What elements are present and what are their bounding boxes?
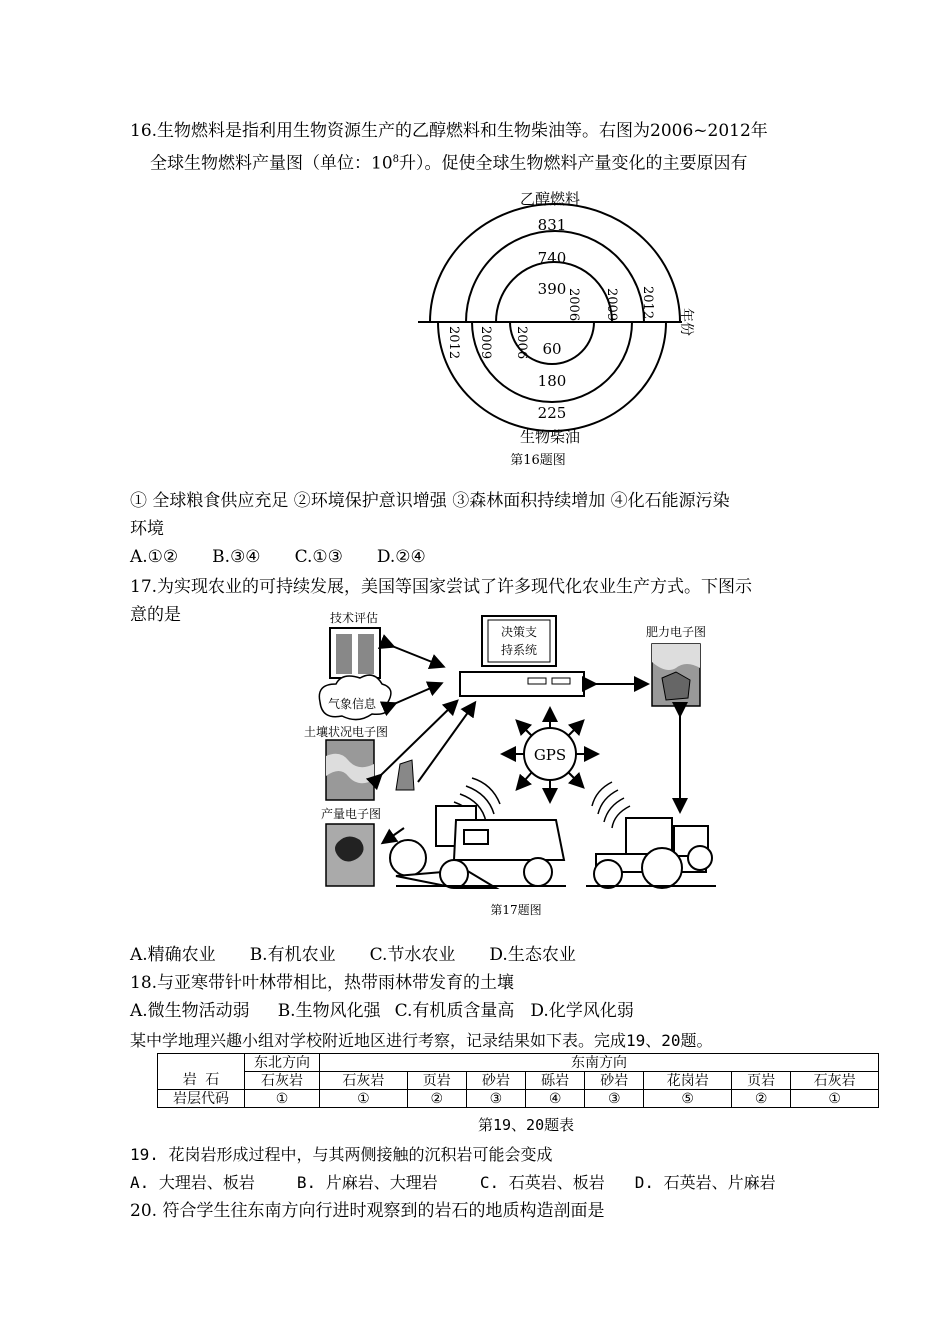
q18-options <box>130 1000 668 1022</box>
code-cell: ① <box>320 1090 408 1108</box>
q17-stem-line1: 17.为实现农业的可持续发展，美国等国家尝试了许多现代化农业生产方式。下图示 <box>130 577 753 597</box>
rock-cell: 石灰岩 <box>245 1072 320 1090</box>
code-cell: ③ <box>466 1090 525 1108</box>
q18-option-c[interactable]: C.有机质含量高 <box>394 1001 515 1021</box>
q16-figure-caption: 第16题图 <box>510 453 566 468</box>
table-row-codes <box>158 1090 879 1108</box>
q19-options <box>130 1172 810 1194</box>
fertility-map-label: 肥力电子图 <box>645 625 707 639</box>
q19-option-c[interactable]: C. 石英岩、板岩 <box>479 1173 605 1192</box>
code-cell: ① <box>245 1090 320 1108</box>
q16-unit-exponent: 8 <box>392 154 400 165</box>
q19-option-b[interactable]: B. 片麻岩、大理岩 <box>296 1173 438 1192</box>
biodiesel-value-2006: 60 <box>542 340 562 358</box>
code-cell: ② <box>407 1090 466 1108</box>
biodiesel-value-2012: 225 <box>537 404 567 422</box>
rock-survey-table <box>157 1053 879 1108</box>
rock-cell: 页岩 <box>732 1072 791 1090</box>
q16-stem-part-a: 全球生物燃料产量图（单位：10 <box>150 153 393 174</box>
q17-option-c[interactable]: C.节水农业 <box>369 945 456 965</box>
ethanol-value-2006: 390 <box>537 280 567 298</box>
rock-cell: 砂岩 <box>466 1072 525 1090</box>
q19-option-a[interactable]: A. 大理岩、板岩 <box>130 1173 255 1192</box>
q16-choices-line2: 环境 <box>130 519 164 539</box>
q20-stem: 20. 符合学生往东南方向行进时观察到的岩石的地质构造剖面是 <box>130 1201 605 1221</box>
q18-stem: 18.与亚寒带针叶林带相比，热带雨林带发育的土壤 <box>130 973 515 993</box>
southeast-header: 东南方向 <box>320 1054 879 1072</box>
q16-option-a[interactable]: A.①② <box>130 547 179 567</box>
rock-cell: 砾岩 <box>526 1072 585 1090</box>
northeast-header: 东北方向 <box>245 1054 320 1072</box>
ethanol-value-2012: 831 <box>537 216 567 234</box>
chart-bottom-label: 生物柴油 <box>519 428 581 446</box>
q16-stem-line2 <box>150 149 748 175</box>
fertility-map-icon <box>652 644 700 706</box>
soil-map-icon <box>326 740 374 800</box>
q16-options <box>130 546 460 568</box>
q17-option-a[interactable]: A.精确农业 <box>130 945 216 965</box>
q16-choices-line1: ① 全球粮食供应充足 ②环境保护意识增强 ③森林面积持续增加 ④化石能源污染 <box>130 491 730 511</box>
year-label-lower-2009: 2009 <box>478 326 493 360</box>
sensor-probe-icon <box>396 760 414 790</box>
soil-map-label: 土壤状况电子图 <box>303 725 389 739</box>
year-label-upper-2012: 2012 <box>640 286 655 320</box>
biodiesel-value-2009: 180 <box>537 372 567 390</box>
chart-top-label: 乙醇燃料 <box>519 190 581 208</box>
table-row-rocks <box>158 1072 879 1090</box>
rock-cell: 石灰岩 <box>791 1072 879 1090</box>
q18-option-b[interactable]: B.生物风化强 <box>277 1001 381 1021</box>
q17-option-d[interactable]: D.生态农业 <box>489 945 576 965</box>
decision-support-label-1: 决策支 <box>500 625 538 639</box>
tech-eval-label: 技术评估 <box>329 611 379 625</box>
rock-row-label: 岩 石 <box>158 1072 245 1090</box>
yield-map-icon <box>326 824 374 886</box>
table-corner-cell <box>158 1054 245 1072</box>
q16-option-b[interactable]: B.③④ <box>212 547 261 567</box>
chart-axis-label: 年份 <box>678 308 694 336</box>
decision-support-label-2: 持系统 <box>500 643 538 657</box>
year-label-lower-2006: 2006 <box>514 326 529 360</box>
yield-map-label: 产量电子图 <box>320 807 382 821</box>
q16-option-c[interactable]: C.①③ <box>294 547 343 567</box>
q16-stem-line1: 16.生物燃料是指利用生物资源生产的乙醇燃料和生物柴油等。右图为2006~2012年 <box>130 121 768 141</box>
q17-stem-line2: 意的是 <box>130 605 181 625</box>
q19-option-d[interactable]: D. 石英岩、片麻岩 <box>634 1173 776 1192</box>
year-label-upper-2009: 2009 <box>604 288 619 322</box>
tech-eval-icon <box>330 628 380 678</box>
biodiesel-2009-arc <box>472 322 632 402</box>
q16-biofuel-chart <box>410 186 710 470</box>
year-label-lower-2012: 2012 <box>446 326 461 360</box>
gps-label: GPS <box>533 746 567 764</box>
ethanol-value-2009: 740 <box>537 249 567 267</box>
code-cell: ① <box>791 1090 879 1108</box>
code-cell: ⑤ <box>644 1090 732 1108</box>
weather-info-label: 气象信息 <box>327 697 377 711</box>
combine-harvester-icon <box>390 806 566 888</box>
code-cell: ② <box>732 1090 791 1108</box>
code-row-label: 岩层代码 <box>158 1090 245 1108</box>
table-caption: 第19、20题表 <box>478 1116 575 1134</box>
tractor-icon <box>586 818 716 888</box>
q19-stem: 19. 花岗岩形成过程中，与其两侧接触的沉积岩可能会变成 <box>130 1145 553 1164</box>
q17-option-b[interactable]: B.有机农业 <box>249 945 336 965</box>
q18-option-d[interactable]: D.化学风化弱 <box>530 1001 634 1021</box>
rock-cell: 页岩 <box>407 1072 466 1090</box>
year-label-upper-2006: 2006 <box>566 288 581 322</box>
rock-cell: 花岗岩 <box>644 1072 732 1090</box>
q17-precision-farming-diagram <box>296 606 726 921</box>
signal-waves-right <box>592 782 630 828</box>
rock-cell: 石灰岩 <box>320 1072 408 1090</box>
q18-option-a[interactable]: A.微生物活动弱 <box>130 1001 250 1021</box>
q16-stem-part-b: 升）。促使全球生物燃料产量变化的主要原因有 <box>399 153 748 174</box>
code-cell: ④ <box>526 1090 585 1108</box>
table-header-row <box>158 1054 879 1072</box>
rock-cell: 砂岩 <box>585 1072 644 1090</box>
code-cell: ③ <box>585 1090 644 1108</box>
q17-options <box>130 944 610 966</box>
q17-figure-caption: 第17题图 <box>490 903 542 917</box>
q16-option-d[interactable]: D.②④ <box>376 547 426 567</box>
q19-20-intro: 某中学地理兴趣小组对学校附近地区进行考察，记录结果如下表。完成19、20题。 <box>130 1031 713 1050</box>
